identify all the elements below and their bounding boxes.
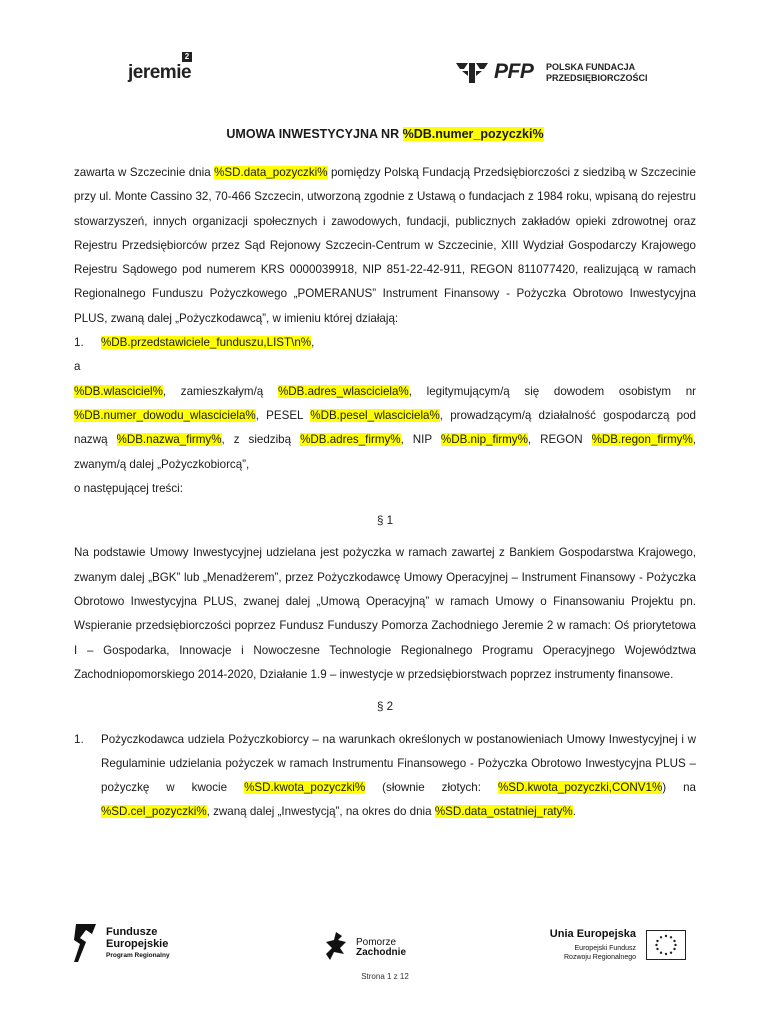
company-name-field: %DB.nazwa_firmy% <box>116 433 222 447</box>
pfp-emblem-icon <box>454 60 490 86</box>
pesel-field: %DB.pesel_wlasciciela% <box>310 408 440 422</box>
nip-field: %DB.nip_firmy% <box>440 433 528 447</box>
section-2-item-1: 1. Pożyczkodawca udziela Pożyczkobiorcy – na warunkach określonych w postanowieniach Umowy Inwestycyjnej i w Regulaminie udzielania pożyczek w ramach Instrumentu Finansowego - Pożyczka Obrotowo Inwestycyjna PLUS – pożyczkę w kwocie %SD.kwota_pozyczki% (słownie złotych: %SD.kwota_pozyczki,CONV1%) na %SD.cel_pozyczki%, zwaną dalej „Inwestycją”, na okres do dnia %SD.data_ostatniej_raty%. <box>74 732 696 819</box>
representatives-field: %DB.przedstawiciele_funduszu,LIST\n% <box>101 336 312 350</box>
document-body <box>74 161 696 825</box>
fundusze-europejskie-logo: Fundusze Europejskie Program Regionalny <box>72 922 192 966</box>
page-number: Strona 1 z 12 <box>361 972 409 981</box>
intro-paragraph: zawarta w Szczecinie dnia %SD.data_pozyczki% pomiędzy Polską Fundacją Przedsiębiorczości z siedzibą w Szczecinie przy ul. Monte Cassino 32, 70-466 Szczecin, utworzoną zgodnie z Ustawą o fundacjach z 1984 roku, wpisaną do rejestru stowarzyszeń, innych organizacji społecznych i zawodowych, fundacji, publicznych zakładów opieki zdrowotnej oraz Rejestru Przedsiębiorców przez Sąd Rejonowy Szczecin-Centrum w Szczecinie, XIII Wydział Gospodarczy Krajowego Rejestru Sądowego pod numerem KRS 0000039918, NIP 851-22-42-911, REGON 811077420, realizującą w ramach Regionalnego Funduszu Pożyczkowego „POMERANUS” Instrument Finansowy - Pożyczka Obrotowo Inwestycyjna PLUS, zwaną dalej „Pożyczkodawcą”, w imieniu której działają: <box>74 166 697 325</box>
jeremie-badge: 2 <box>182 52 192 62</box>
pomorze-zachodnie-logo: Pomorze Zachodnie <box>322 930 412 964</box>
loan-number-field: %DB.numer_pozyczki% <box>402 127 544 141</box>
eu-flag-icon <box>646 930 686 960</box>
owner-address-field: %DB.adres_wlasciciela% <box>277 384 409 398</box>
pfp-org-name: POLSKA FUNDACJA PRZEDSIĘBIORCZOŚCI <box>546 62 648 83</box>
company-address-field: %DB.adres_firmy% <box>300 433 401 447</box>
id-number-field: %DB.numer_dowodu_wlasciciela% <box>74 408 256 422</box>
jeremie-logo: jeremie 2 <box>128 52 192 83</box>
loan-amount-words-field: %SD.kwota_pozyczki,CONV1% <box>497 781 663 795</box>
pz-emblem-icon <box>322 930 352 962</box>
following-text: o następującej treści: <box>74 481 183 495</box>
loan-date-field: %SD.data_pozyczki% <box>214 166 328 179</box>
loan-amount-field: %SD.kwota_pozyczki% <box>244 781 366 795</box>
representatives-item: 1. %DB.przedstawiciele_funduszu,LIST\n%, <box>74 336 315 350</box>
unia-europejska-logo: Unia Europejska Europejski Fundusz Rozwoju Regionalnego <box>540 928 700 964</box>
owner-field: %DB.wlasciciel% <box>74 384 163 398</box>
pfp-logo: PFP POLSKA FUNDACJA PRZEDSIĘBIORCZOŚCI <box>454 58 654 90</box>
regon-field: %DB.regon_firmy% <box>591 433 693 447</box>
borrower-paragraph: %DB.wlasciciel%, zamieszkałym/ą %DB.adres_wlasciciela%, legitymującym/ą się dowodem osobistym nr %DB.numer_dowodu_wlasciciela%, PESEL %DB.pesel_wlasciciela%, prowadzącym/ą działalność gospodarczą pod nazwą %DB.nazwa_firmy%, z siedzibą %DB.adres_firmy%, NIP %DB.nip_firmy%, REGON %DB.regon_firmy%, zwanym/ą dalej „Pożyczkobiorcą”, <box>74 384 697 471</box>
last-installment-date-field: %SD.data_ostatniej_raty% <box>434 805 573 819</box>
loan-purpose-field: %SD.cel_pozyczki% <box>101 805 207 819</box>
conjunction: a <box>74 360 81 374</box>
document-title: UMOWA INWESTYCYJNA NR %DB.numer_pozyczki% <box>226 127 544 141</box>
section-2-heading: § 2 <box>376 700 394 714</box>
fe-emblem-icon <box>72 922 100 964</box>
section-1-heading: § 1 <box>376 514 394 528</box>
section-1-text: Na podstawie Umowy Inwestycyjnej udzielana jest pożyczka w ramach zawartej z Bankiem Gospodarstwa Krajowego, zwanym dalej „BGK” lub „Menadżerem”, przez Pożyczkodawcę Umowy Operacyjnej – Instrument Finansowy - Pożyczka Obrotowo Inwestycyjna PLUS, zwanej dalej „Umową Operacyjną” w ramach Umowy o Finansowaniu Projektu pn. Wspieranie przedsiębiorczości poprzez Fundusz Funduszy Pomorza Zachodniego Jeremie 2 w ramach: Oś priorytetowa I – Gospodarka, Innowacje i Nowoczesne Technologie Regionalnego Programu Operacyjnego Województwa Zachodniopomorskiego 2014-2020, Działanie 1.9 – inwestycje w przedsiębiorstwach poprzez instrumenty finansowe. <box>74 546 696 681</box>
